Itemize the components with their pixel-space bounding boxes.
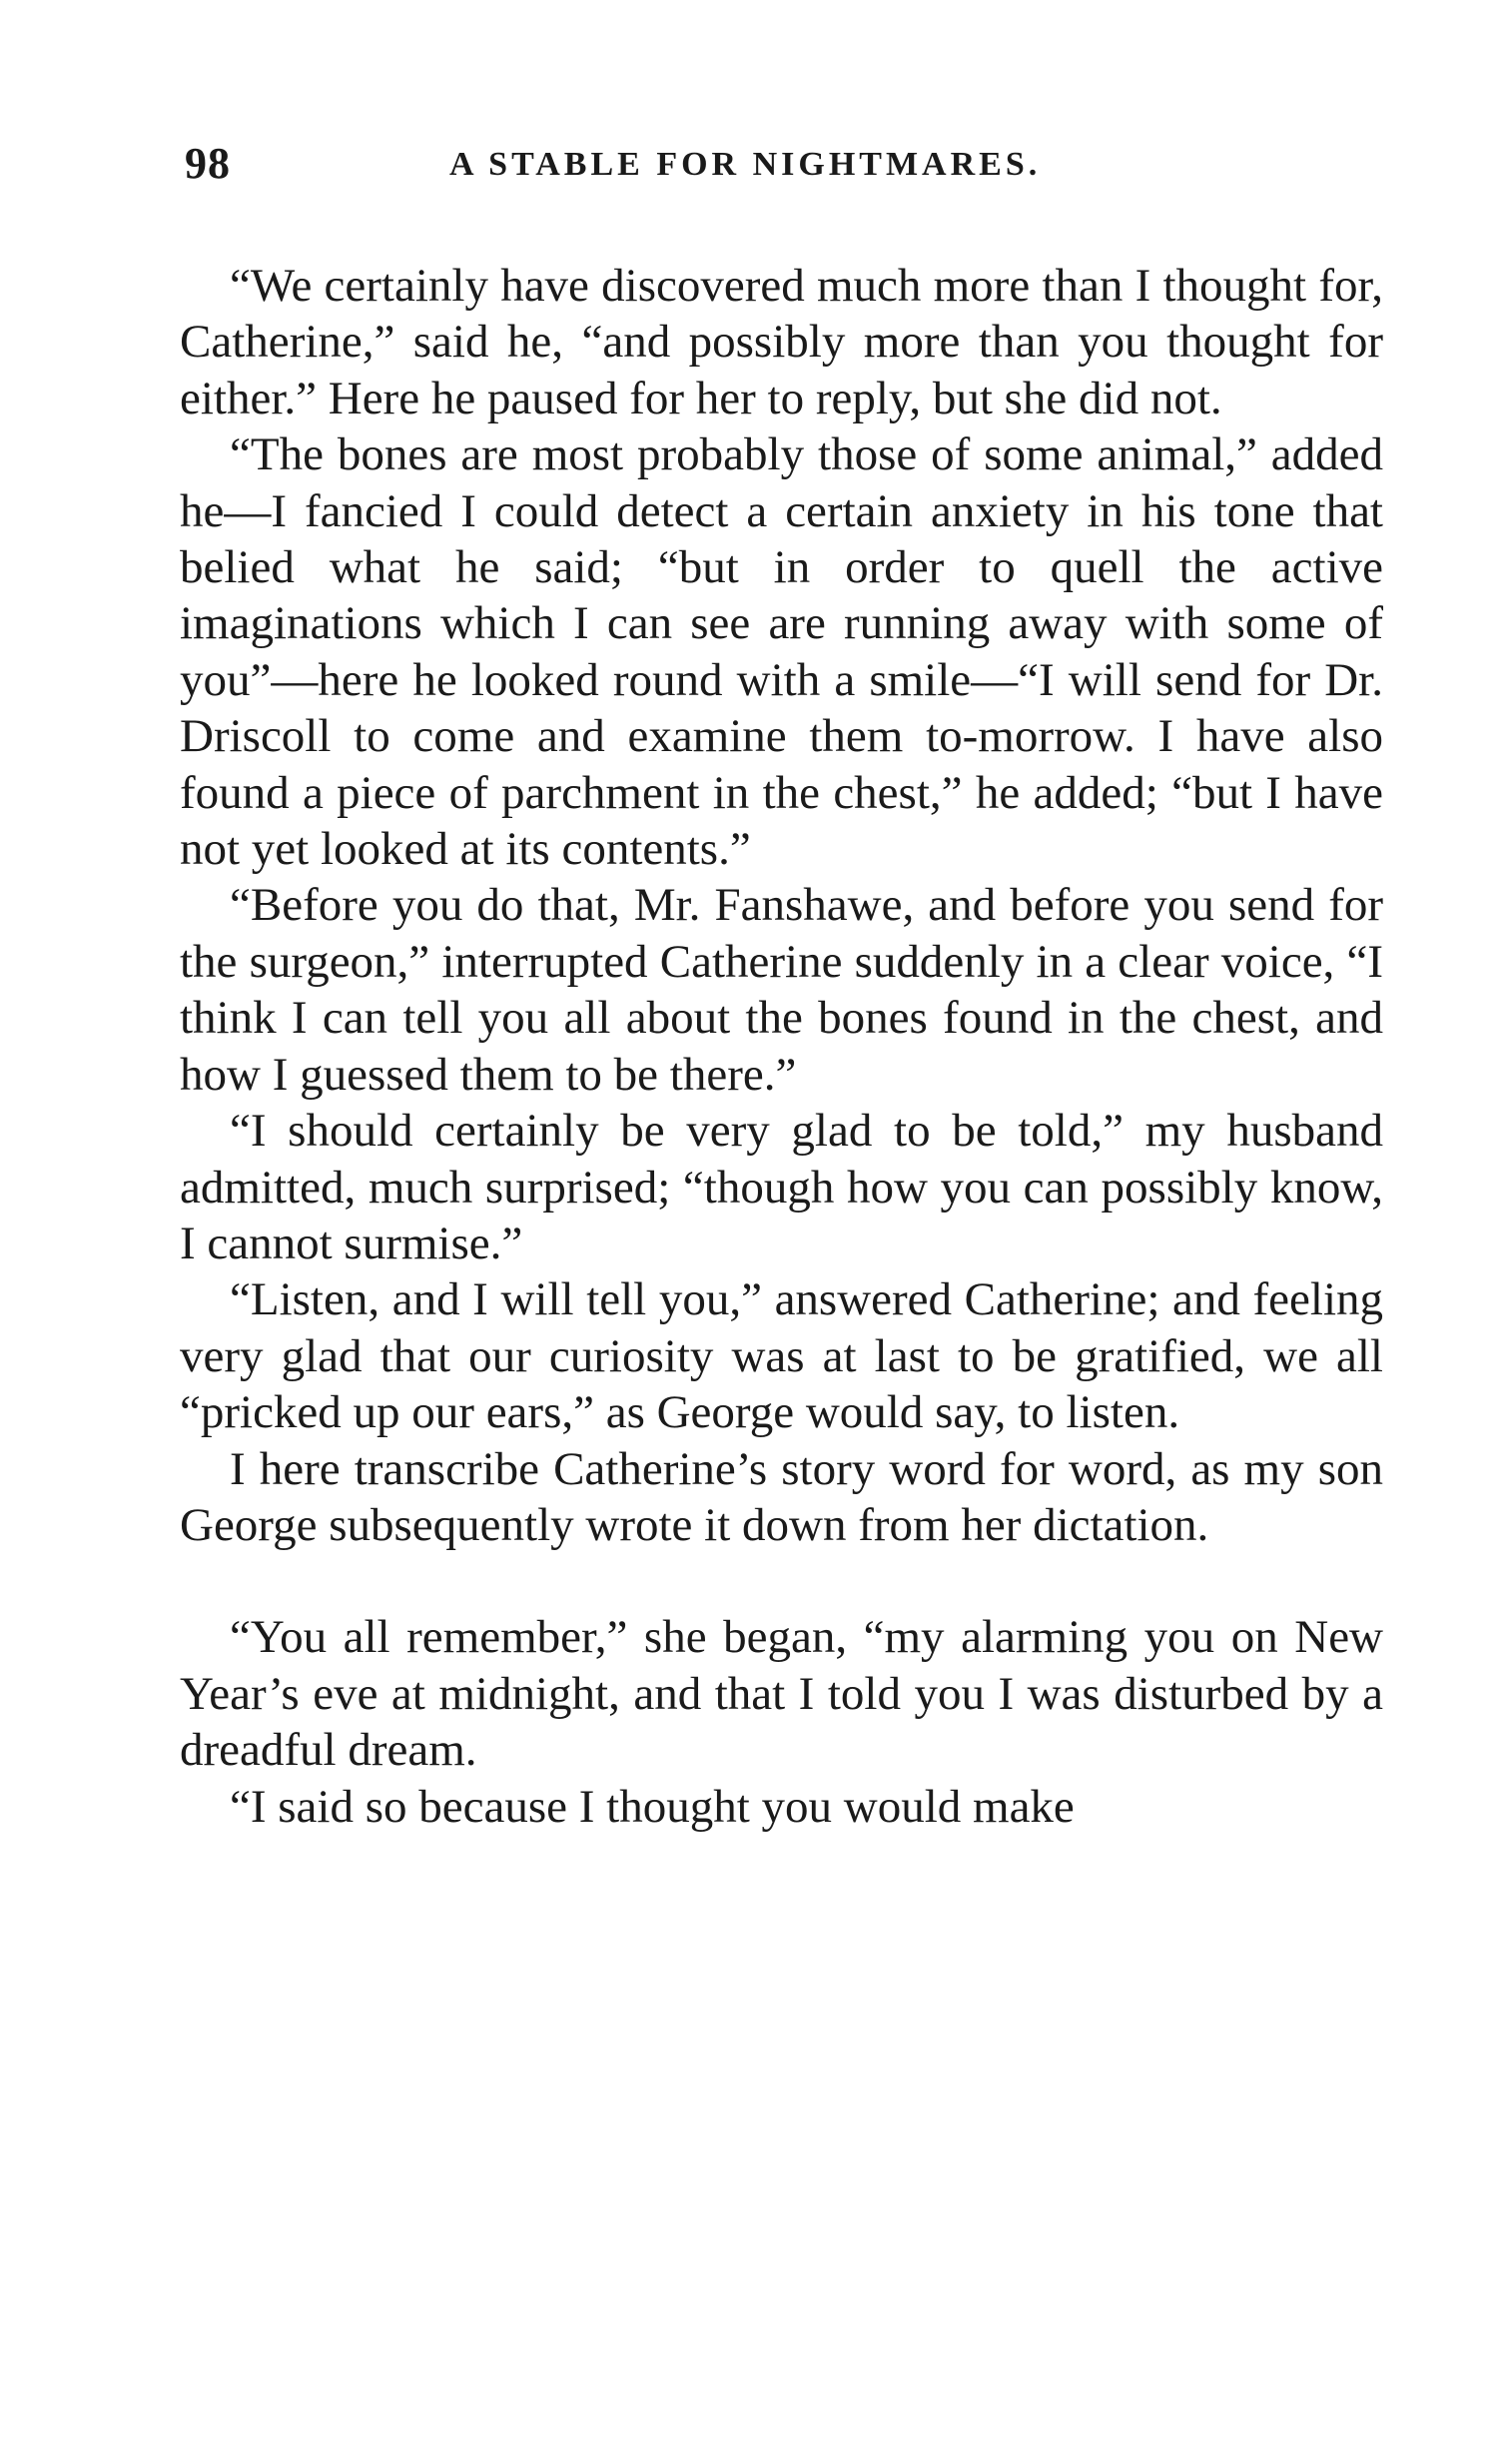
paragraph: “Listen, and I will tell you,” answered Catherine; and feeling very glad that our curiosity was at last to be gratified, we all “pricked up our ears,” as George would say, to listen.: [180, 1273, 1383, 1439]
running-title: A STABLE FOR NIGHTMARES.: [449, 146, 1042, 183]
story-paragraph: “You all remember,” she began, “my alarming you on New Year’s eve at midnight, and that I told you I was disturbed by a dreadful dream.: [180, 1611, 1383, 1777]
paragraph: “Before you do that, Mr. Fanshawe, and before you send for the surgeon,” interrupted Catherine suddenly in a clear voice, “I think I can tell you all about the bones found in the chest, and how I guessed them to be there.”: [180, 879, 1383, 1101]
page-header: [185, 138, 1383, 198]
paragraph: I here transcribe Catherine’s story word for word, as my son George subsequently wrote it down from her dictation.: [180, 1442, 1383, 1551]
paragraph: “The bones are most probably those of some animal,” added he—I fancied I could detect a certain anxiety in his tone that belied what he said; “but in order to quell the active imaginations which I can see are running away with some of you”—here he looked round with a smile—“I will send for Dr. Driscoll to come and examine them to-morrow. I have also found a piece of parchment in the chest,” he added; “but I have not yet looked at its contents.”: [180, 428, 1383, 876]
page-number: 98: [185, 139, 231, 188]
body-text: [180, 258, 1383, 1835]
paragraph: “I should certainly be very glad to be told,” my husband admitted, much surprised; “though how you can possibly know, I cannot surmise.”: [180, 1105, 1383, 1269]
paragraph: “We certainly have discovered much more than I thought for, Catherine,” said he, “and possibly more than you thought for either.” Here he paused for her to reply, but she did not.: [180, 260, 1383, 424]
story-paragraph: “I said so because I thought you would make: [230, 1780, 1075, 1833]
section-break: [180, 1553, 1383, 1609]
